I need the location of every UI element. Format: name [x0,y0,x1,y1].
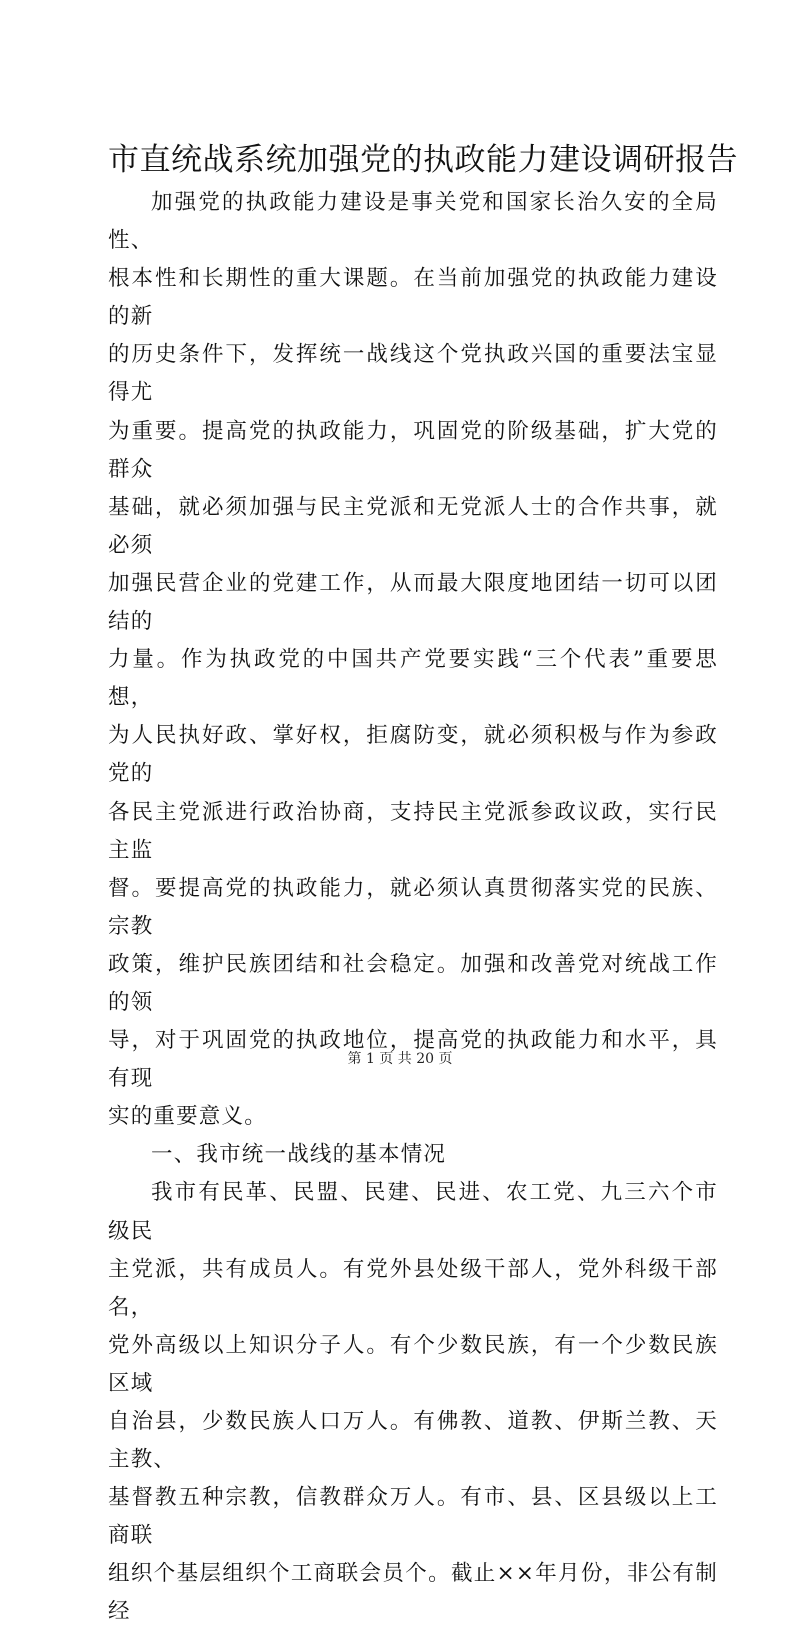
text-line: 自治县，少数民族人口万人。有佛教、道教、伊斯兰教、天主教、 [108,1409,718,1473]
text-line: 加强民营企业的党建工作，从而最大限度地团结一切可以团结的 [108,570,718,635]
document-title: 市直统战系统加强党的执政能力建设调研报告 [108,142,738,178]
text-line: 主党派，共有成员人。有党外县处级干部人，党外科级干部名， [108,1256,718,1320]
text-line: 党外高级以上知识分子人。有个少数民族，有一个少数民族区域 [108,1332,718,1396]
page-number-footer: 第 1 页 共 20 页 [347,1051,453,1067]
text-line: 政策，维护民族团结和社会稳定。加强和改善党对统战工作的领 [108,951,718,1015]
text-line: 各民主党派进行政治协商，支持民主党派参政议政，实行民主监 [108,799,718,863]
intro-paragraph [108,184,718,1136]
text-line: 组织个基层组织个工商联会员个。截止××年月份，非公有制经 [108,1561,718,1625]
text-line: 基督教五种宗教，信教群众万人。有市、县、区县级以上工商联 [108,1485,718,1549]
text-line: 为重要。提高党的执政能力，巩固党的阶级基础，扩大党的群众 [108,418,718,482]
text-line: 根本性和长期性的重大课题。在当前加强党的执政能力建设的新 [108,266,718,330]
text-line: 我市有民革、民盟、民建、民进、农工党、九三六个市级民 [108,1180,718,1244]
text-line: 实的重要意义。 [108,1104,267,1130]
text-line: 为人民执好政、掌好权，拒腐防变，就必须积极与作为参政党的 [108,723,718,787]
text-line: 基础，就必须加强与民主党派和无党派人士的合作共事，就必须 [108,494,718,558]
text-line: 督。要提高党的执政能力，就必须认真贯彻落实党的民族、宗教 [108,875,718,939]
text-line: 加强党的执政能力建设是事关党和国家长治久安的全局性、 [108,190,718,254]
text-line: 导，对于巩固党的执政地位，提高党的执政能力和水平，具有现 [108,1028,718,1092]
text-line: 力量。作为执政党的中国共产党要实践“三个代表”重要思想， [108,647,718,711]
text-line: 的历史条件下，发挥统一战线这个党执政兴国的重要法宝显得尤 [108,342,718,406]
section-heading: 一、我市统一战线的基本情况 [151,1142,447,1168]
document-body [108,184,718,1632]
section-paragraph [108,1174,718,1631]
